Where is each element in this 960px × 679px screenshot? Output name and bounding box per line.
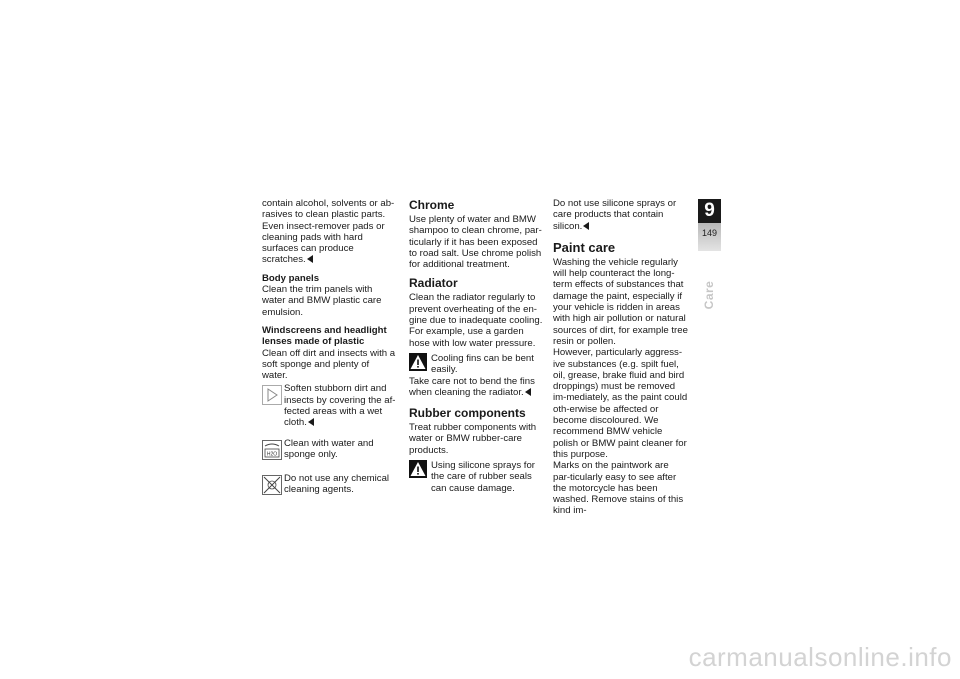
- water-sponge-icon: [262, 440, 282, 460]
- water-label: H2O: [266, 451, 278, 458]
- no-chemical-icon: [262, 475, 282, 495]
- heading-radiator: Radiator: [409, 276, 458, 291]
- end-mark-icon: [308, 418, 314, 426]
- note-text: Soften stubborn dirt and insects by covering the af-fected areas with a wet cloth.: [284, 383, 396, 429]
- paragraph: Clean the trim panels with water and BMW plastic care emulsion.: [262, 284, 382, 318]
- warning-icon: [409, 460, 427, 478]
- warning-icon: [409, 353, 427, 371]
- column-3: [553, 198, 688, 517]
- paragraph-text: Take care not to bend the fins when cleaning the radiator.: [409, 375, 535, 398]
- paragraph: contain alcohol, solvents or ab-rasives to clean plastic parts.: [262, 198, 395, 221]
- warning-fins: [409, 353, 547, 376]
- paragraph: Marks on the paintwork are par-ticularly easy to see after the motorcycle has been washed. Remove stains of this kind im-: [553, 460, 684, 517]
- end-mark-icon: [525, 388, 531, 396]
- paragraph-text: Even insect-remover pads or cleaning pads with hard surfaces can produce scratches.: [262, 220, 385, 266]
- paragraph: However, particularly aggress-ive substances (e.g. spilt fuel, oil, grease, brake fluid and bird droppings) must be removed im-mediately, as the paint could oth-erwise be affected or become discoloured. We recommend BMW vehicle polish or BMW paint cleaner for this purpose.: [553, 347, 688, 460]
- note-text: Clean with water and sponge only.: [284, 437, 374, 460]
- note-soften: [262, 383, 396, 428]
- watermark: carmanualsonline.info: [688, 642, 952, 672]
- paragraph: [409, 376, 547, 399]
- note-chemical: [262, 473, 396, 497]
- paragraph: Clean the radiator regularly to prevent overheating of the en-gine due to inadequate cooling. For example, use a garden hose with low water pressure.: [409, 292, 543, 349]
- heading-windscreens: Windscreens and headlight lenses made of plastic: [262, 324, 387, 348]
- end-mark-icon: [583, 222, 589, 230]
- heading-rubber: Rubber components: [409, 406, 526, 421]
- heading-chrome: Chrome: [409, 198, 455, 212]
- warning-silicone: [409, 460, 547, 494]
- chapter-number: 9: [698, 199, 721, 223]
- paragraph: Washing the vehicle regularly will help counteract the long-term effects of substances that damage the paint, especially if your vehicle is ridden in areas with high air pollution or natural sources of dirt, for example tree resin or pollen.: [553, 256, 688, 347]
- note-icon: [262, 385, 282, 405]
- heading-paint-care: Paint care: [553, 239, 616, 255]
- page-number: 149: [701, 228, 718, 238]
- paragraph-text: Do not use silicone sprays or care products that contain silicon.: [553, 198, 677, 232]
- paragraph: [262, 221, 396, 266]
- end-mark-icon: [307, 255, 313, 263]
- column-1: [262, 198, 396, 497]
- chapter-title: Care: [702, 280, 716, 310]
- column-2: [409, 198, 547, 494]
- paragraph: Clean off dirt and insects with a soft sponge and plenty of water.: [262, 347, 396, 382]
- warning-text: Cooling fins can be bent easily.: [431, 352, 534, 376]
- paragraph: Treat rubber components with water or BMW rubber-care products.: [409, 422, 537, 456]
- paragraph: [553, 198, 688, 232]
- note-water: [262, 438, 396, 464]
- warning-text: Using silicone sprays for the care of rubber seals can cause damage.: [431, 460, 535, 494]
- heading-body-panels: Body panels: [262, 272, 320, 284]
- paragraph: Use plenty of water and BMW shampoo to clean chrome, par-ticularly if it has been exposed to road salt. Use chrome polish for additional treatment.: [409, 214, 542, 271]
- note-text: Do not use any chemical cleaning agents.: [284, 472, 390, 495]
